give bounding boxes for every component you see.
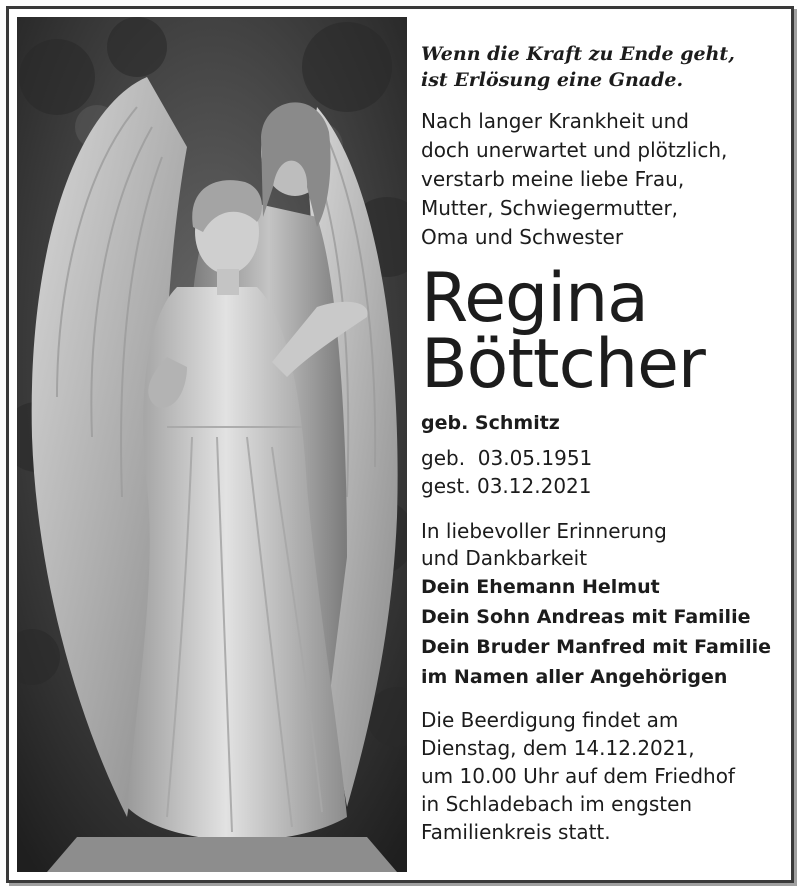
funeral-notice bbox=[421, 706, 781, 846]
funeral-line: um 10.00 Uhr auf dem Friedhof bbox=[421, 764, 735, 788]
intro-line: Nach langer Krankheit und bbox=[421, 109, 689, 133]
maiden-name: geb. Schmitz bbox=[421, 412, 560, 434]
motto-line: Wenn die Kraft zu Ende geht, bbox=[421, 43, 735, 65]
intro-line: Mutter, Schwiegermutter, bbox=[421, 196, 679, 220]
motto-line: ist Erlösung eine Gnade. bbox=[421, 69, 684, 91]
signer: im Namen aller Angehörigen bbox=[421, 666, 728, 688]
intro-line: Oma und Schwester bbox=[421, 225, 624, 249]
obituary-text bbox=[421, 41, 781, 846]
signers-list bbox=[421, 572, 781, 692]
intro-line: doch unerwartet und plötzlich, bbox=[421, 138, 728, 162]
funeral-line: Familienkreis statt. bbox=[421, 820, 611, 844]
intro-line: verstarb meine liebe Frau, bbox=[421, 167, 685, 191]
statue-base bbox=[47, 837, 397, 872]
first-name: Regina bbox=[421, 259, 648, 338]
life-dates bbox=[421, 444, 781, 500]
deceased-name bbox=[421, 259, 781, 404]
memory-line: und Dankbarkeit bbox=[421, 546, 588, 570]
angel-statue-photo bbox=[17, 17, 407, 872]
funeral-line: in Schladebach im engsten bbox=[421, 792, 693, 816]
funeral-line: Dienstag, dem 14.12.2021, bbox=[421, 736, 695, 760]
memory-paragraph bbox=[421, 518, 781, 572]
obituary-card bbox=[6, 6, 794, 883]
signer: Dein Bruder Manfred mit Familie bbox=[421, 636, 772, 658]
intro-paragraph bbox=[421, 107, 781, 252]
signer: Dein Sohn Andreas mit Familie bbox=[421, 606, 751, 628]
last-name: Böttcher bbox=[421, 325, 705, 404]
birth-date: geb. 03.05.1951 bbox=[421, 446, 593, 470]
funeral-line: Die Beerdigung findet am bbox=[421, 708, 679, 732]
memory-line: In liebevoller Erinnerung bbox=[421, 519, 667, 543]
death-date: gest. 03.12.2021 bbox=[421, 474, 592, 498]
signer: Dein Ehemann Helmut bbox=[421, 576, 660, 598]
motto bbox=[421, 41, 781, 93]
